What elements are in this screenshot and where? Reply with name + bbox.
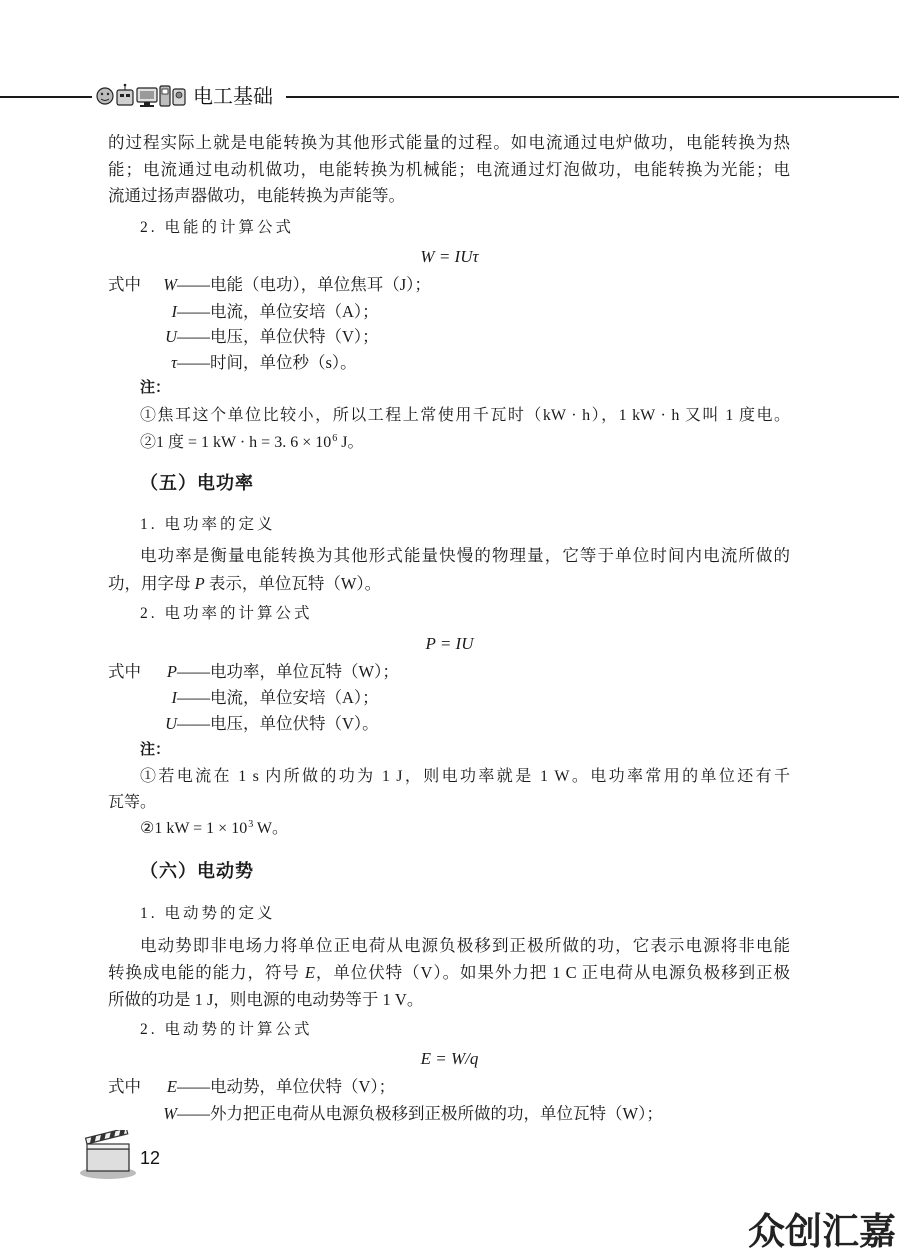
- subheading: 2. 电能的计算公式: [140, 219, 295, 236]
- watermark: 众创汇嘉: [748, 1211, 896, 1252]
- note-line: [140, 431, 790, 457]
- note-line: ①若电流在 1 s 内所做的功为 1 J，则电功率就是 1 W。电功率常用的单位还有千: [140, 768, 790, 785]
- symbol: E: [166, 1077, 177, 1096]
- definition-text: ——电动势，单位伏特（V）；: [177, 1077, 396, 1096]
- header-rule-right: [286, 96, 899, 98]
- symbol: W: [163, 1104, 177, 1123]
- paragraph-line: 所做的功是 1 J，则电源的电动势等于 1 V。: [108, 990, 424, 1009]
- subheading: 2. 电动势的计算公式: [140, 1021, 313, 1038]
- symbol: I: [171, 302, 177, 321]
- symbol: τ: [171, 353, 177, 372]
- superscript: 3: [248, 819, 254, 830]
- subheading: 1. 电动势的定义: [140, 905, 276, 922]
- paragraph-text: ，单位伏特（V）。如果外力把 1 C 正电荷从电源负极移到正极: [314, 963, 791, 982]
- note-text: ②1 kW = 1 × 10: [140, 820, 248, 837]
- note-label: 注：: [140, 379, 171, 396]
- where-label: 式中: [108, 1077, 141, 1096]
- formula: W = IUτ: [420, 247, 479, 266]
- definition-line: [108, 686, 379, 710]
- paragraph-line: 电功率是衡量电能转换为其他形式能量快慢的物理量，它等于单位时间内电流所做的: [140, 546, 790, 565]
- symbol: I: [171, 688, 177, 707]
- definition-line: [108, 712, 379, 736]
- section-title: （五）电功率: [140, 473, 254, 493]
- clapperboard-icon: [78, 1130, 138, 1180]
- note-text: ②1 度 = 1 kW · h = 3. 6 × 10: [140, 434, 332, 451]
- paragraph-text: 功，用字母: [108, 574, 195, 593]
- variable: E: [304, 963, 315, 982]
- definition-text: ——电流，单位安培（A）；: [177, 688, 379, 707]
- subheading: 1. 电功率的定义: [140, 516, 276, 533]
- paragraph-line: 电动势即非电场力将单位正电荷从电源负极移到正极所做的功，它表示电源将非电能: [140, 936, 790, 955]
- paragraph-line: 流通过扬声器做功，电能转换为声能等。: [108, 186, 405, 205]
- definition-text: ——电流，单位安培（A）；: [177, 302, 379, 321]
- note-line: [140, 817, 790, 843]
- note-text: J。: [337, 434, 364, 451]
- running-header-title: 电工基础: [193, 86, 273, 108]
- subheading: 2. 电功率的计算公式: [140, 605, 313, 622]
- symbol: W: [163, 275, 177, 294]
- paragraph-line: [108, 572, 790, 596]
- variable: P: [194, 574, 205, 593]
- definition-line: [108, 1075, 395, 1099]
- definition-line: [108, 660, 399, 684]
- paragraph-line: [108, 961, 790, 985]
- definition-text: ——电能（电功），单位焦耳（J）；: [177, 275, 431, 294]
- page-number: 12: [140, 1148, 161, 1168]
- note-line: ①焦耳这个单位比较小，所以工程上常使用千瓦时（kW · h），1 kW · h 又叫 1 度电。: [140, 407, 790, 424]
- symbol: U: [165, 714, 177, 733]
- note-label: 注：: [140, 741, 171, 758]
- symbol: U: [165, 327, 177, 346]
- definition-text: ——电压，单位伏特（V）。: [177, 714, 379, 733]
- paragraph-text: 表示，单位瓦特（W）。: [204, 574, 382, 593]
- formula: E = W/q: [420, 1049, 479, 1068]
- note-text: W。: [253, 820, 289, 837]
- header-rule-left: [0, 96, 92, 98]
- cartoon-figures-icon: [95, 83, 187, 109]
- formula: P = IU: [425, 634, 474, 653]
- paragraph-text: 转换成电能的能力，符号: [108, 963, 305, 982]
- paragraph-line: 的过程实际上就是电能转换为其他形式能量的过程。如电流通过电炉做功，电能转换为热: [108, 133, 790, 152]
- superscript: 6: [332, 433, 338, 444]
- definition-text: ——时间，单位秒（s）。: [177, 353, 357, 372]
- definition-line: [108, 300, 379, 324]
- definition-line: [108, 1102, 663, 1126]
- where-label: 式中: [108, 662, 141, 681]
- definition-text: ——电压，单位伏特（V）；: [177, 327, 379, 346]
- paragraph-line: 能；电流通过电动机做功，电能转换为机械能；电流通过灯泡做功，电能转换为光能；电: [108, 160, 790, 179]
- definition-text: ——电功率，单位瓦特（W）；: [177, 662, 399, 681]
- where-label: 式中: [108, 275, 141, 294]
- definition-line: [108, 325, 379, 349]
- definition-line: [108, 351, 357, 375]
- definition-line: [108, 273, 431, 297]
- section-title: （六）电动势: [140, 861, 254, 881]
- note-line: 瓦等。: [108, 794, 157, 811]
- definition-text: ——外力把正电荷从电源负极移到正极所做的功，单位瓦特（W）；: [177, 1104, 663, 1123]
- symbol: P: [166, 662, 177, 681]
